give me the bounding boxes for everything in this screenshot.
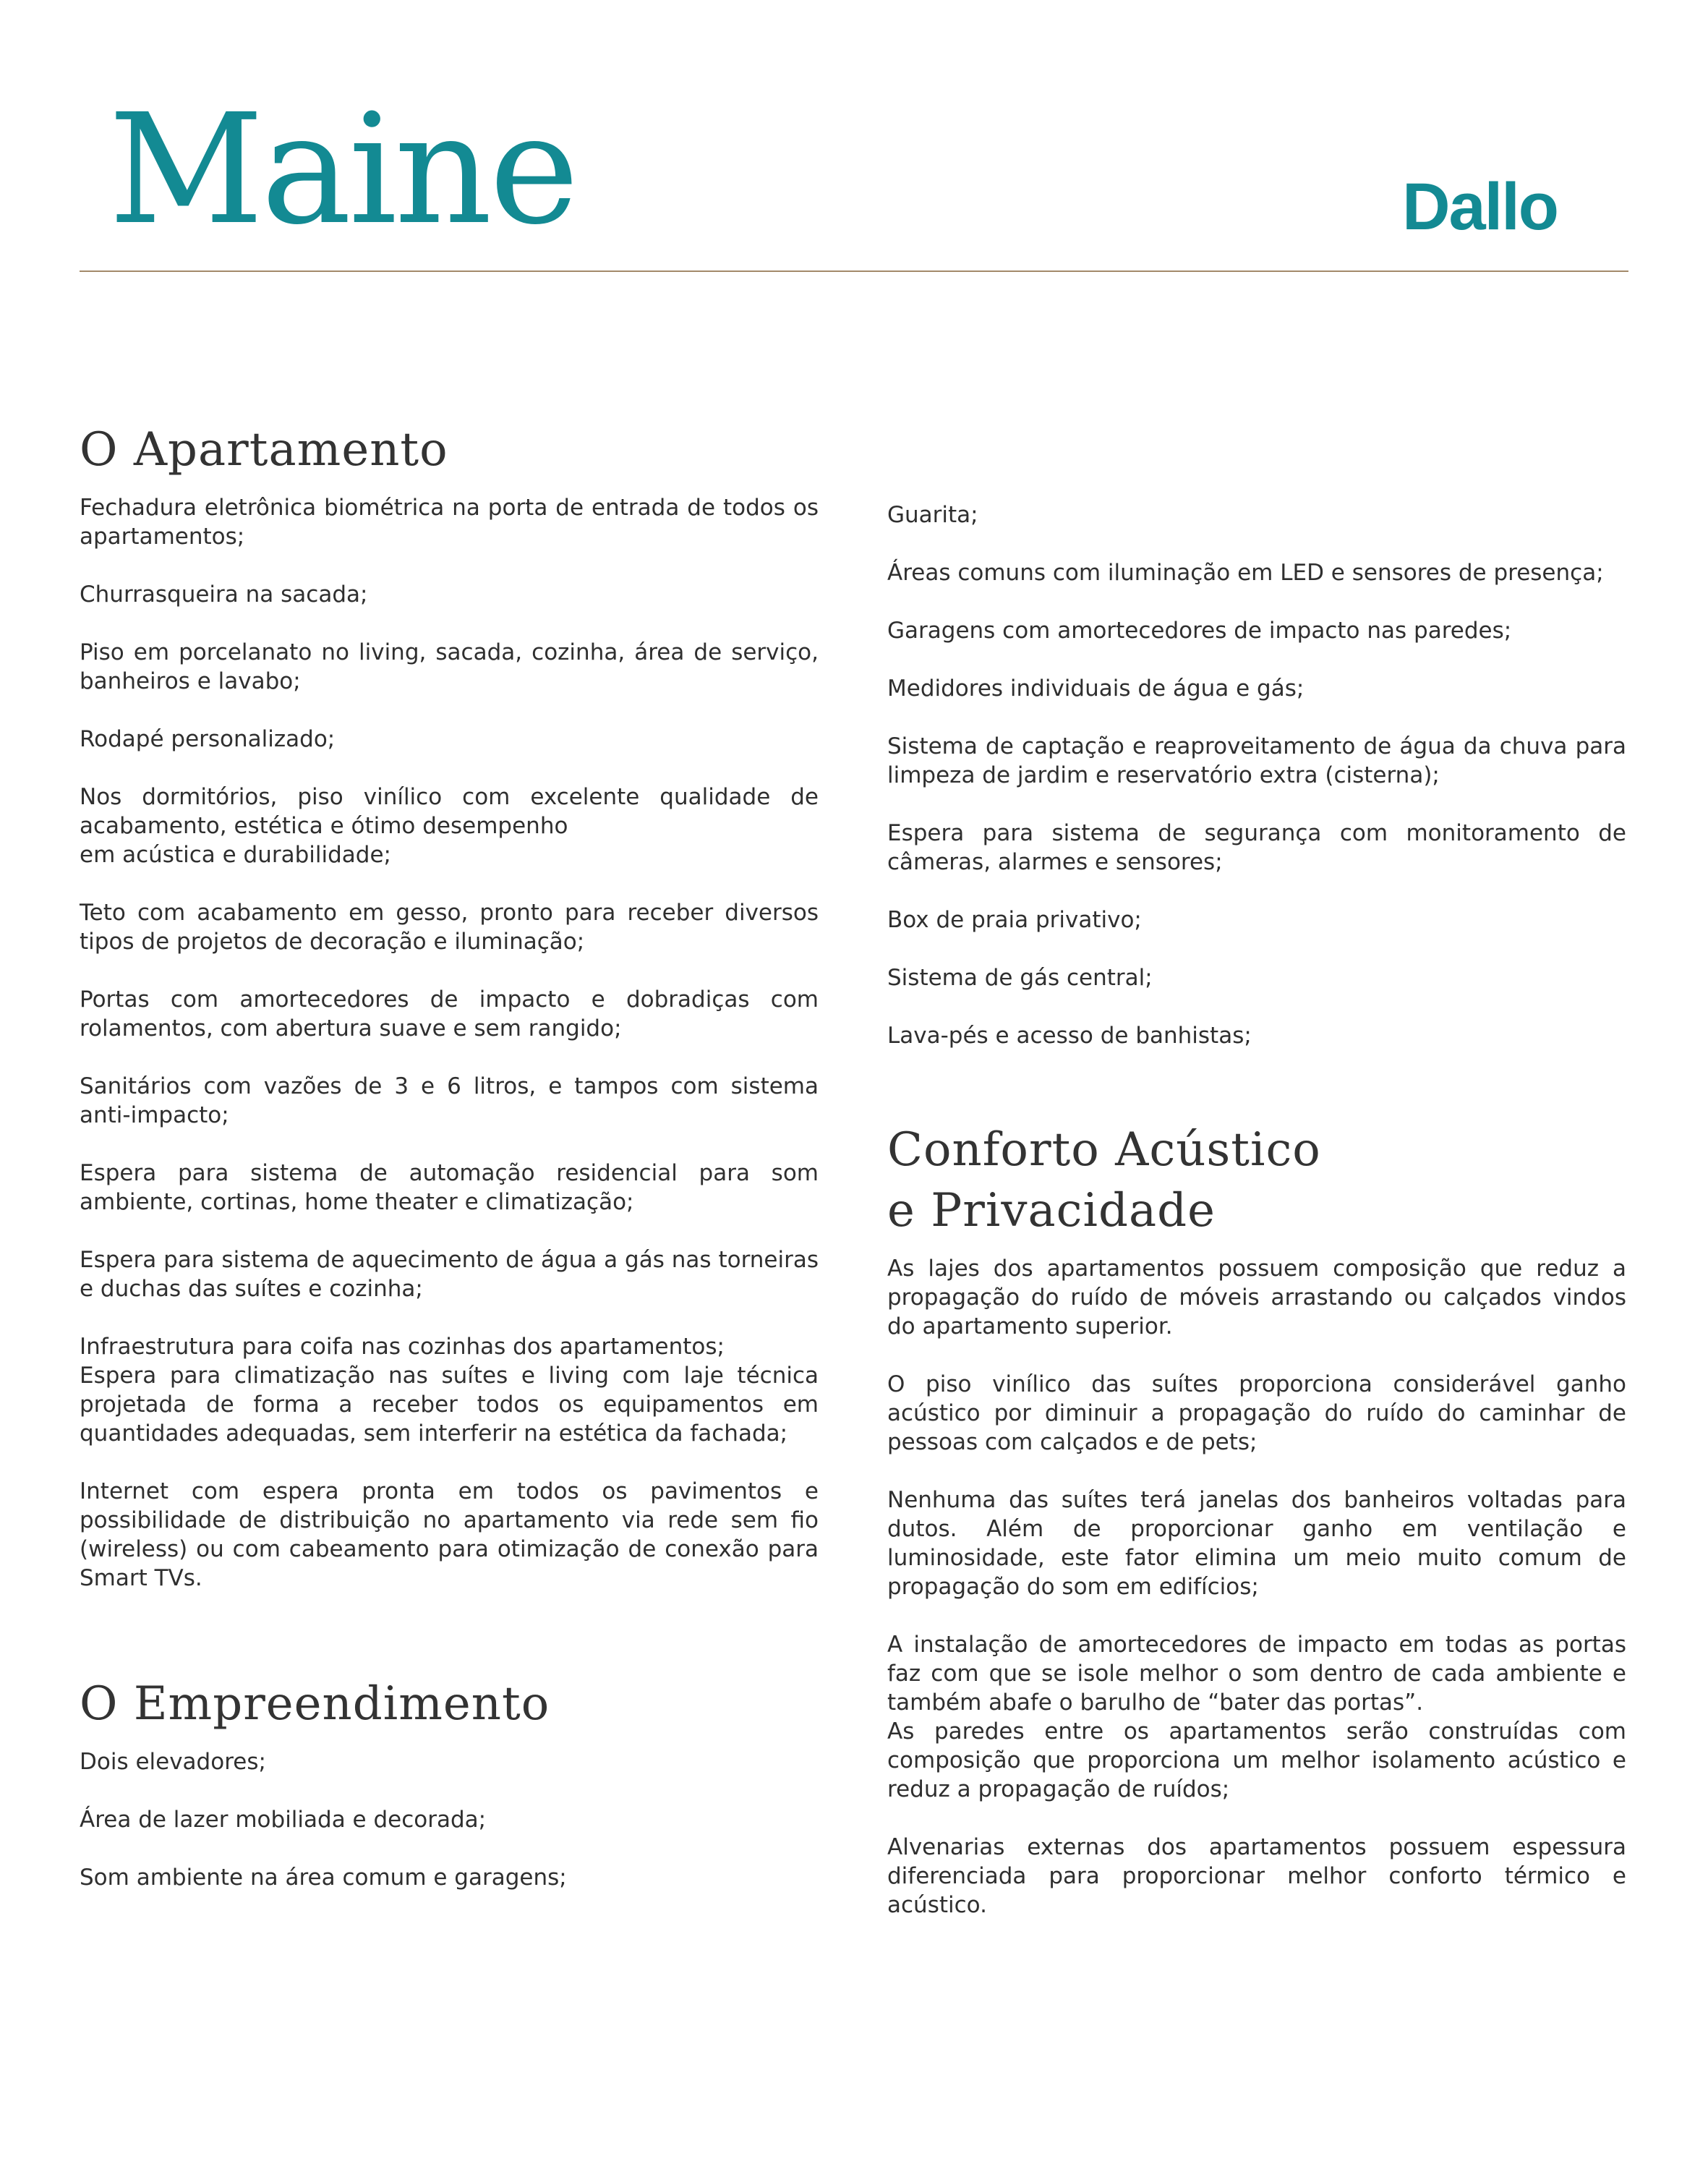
development-item: Sistema de captação e reaproveitamento de água da chuva para limpeza de jardim e reservatório extra (cisterna);: [887, 733, 1626, 788]
apartment-item: Nos dormitórios, piso vinílico com excelente qualidade de acabamento, estética e ótimo desempenho: [80, 784, 819, 839]
acoustic-item: Alvenarias externas dos apartamentos possuem espessura diferenciada para proporcionar melhor conforto térmico e acústico.: [887, 1834, 1626, 1918]
apartment-item: Churrasqueira na sacada;: [80, 582, 368, 608]
development-item: Medidores individuais de água e gás;: [887, 676, 1305, 702]
development-item: Box de praia privativo;: [887, 907, 1142, 933]
right-column: [887, 500, 1626, 1948]
development-item: Garagens com amortecedores de impacto nas paredes;: [887, 618, 1512, 644]
acoustic-heading-line1: Conforto Acústico: [887, 1123, 1321, 1177]
apartment-item: Espera para climatização nas suítes e living com laje técnica projetada de forma a receber todos os equipamentos em quantidades adequadas, sem interferir na estética da fachada;: [80, 1363, 819, 1447]
acoustic-heading-line2: e Privacidade: [887, 1184, 1216, 1238]
acoustic-item: O piso vinílico das suítes proporciona considerável ganho acústico por diminuir a propagação do ruído do caminhar de pessoas com calçados e de pets;: [887, 1371, 1626, 1455]
section-spacer: [887, 1079, 1626, 1120]
development-item: Som ambiente na área comum e garagens;: [80, 1865, 567, 1891]
development-item: Dois elevadores;: [80, 1749, 266, 1775]
section-spacer: [80, 1622, 819, 1674]
apartment-item: Sanitários com vazões de 3 e 6 litros, e tampos com sistema anti-impacto;: [80, 1073, 819, 1128]
development-item: Espera para sistema de segurança com monitoramento de câmeras, alarmes e sensores;: [887, 820, 1626, 875]
apartment-item: Espera para sistema de automação residencial para som ambiente, cortinas, home theater e climatização;: [80, 1160, 819, 1215]
development-heading: O Empreendimento: [80, 1677, 550, 1731]
apartment-item-group: [80, 1332, 819, 1448]
dallo-logo: Dallo: [1402, 170, 1558, 244]
apartment-item: Piso em porcelanato no living, sacada, cozinha, área de serviço, banheiros e lavabo;: [80, 639, 819, 694]
acoustic-item-group: [887, 1630, 1626, 1804]
left-column: [80, 419, 819, 1921]
apartment-item-continuation: em acústica e durabilidade;: [80, 842, 392, 868]
apartment-item: Rodapé personalizado;: [80, 726, 336, 752]
apartment-heading: O Apartamento: [80, 423, 448, 477]
development-item: Áreas comuns com iluminação em LED e sensores de presença;: [887, 560, 1604, 586]
development-item: Área de lazer mobiliada e decorada;: [80, 1807, 487, 1833]
apartment-item: Internet com espera pronta em todos os pavimentos e possibilidade de distribuição no apartamento via rede sem fio (wireless) ou com cabeamento para otimização de conexão para Smart TVs.: [80, 1478, 819, 1591]
development-item: Sistema de gás central;: [887, 965, 1153, 991]
acoustic-heading: [887, 1120, 1626, 1241]
acoustic-item: A instalação de amortecedores de impacto em todas as portas faz com que se isole melhor o som dentro de cada ambiente e também abafe o barulho de “bater das portas”.: [887, 1632, 1626, 1716]
header-divider: [80, 270, 1628, 272]
project-title: Maine: [108, 81, 576, 258]
apartment-item: Infraestrutura para coifa nas cozinhas dos apartamentos;: [80, 1334, 725, 1360]
apartment-item-group: [80, 783, 819, 869]
acoustic-item: Nenhuma das suítes terá janelas dos banheiros voltadas para dutos. Além de proporcionar ganho em ventilação e luminosidade, este fator elimina um meio muito comum de propagação do som em edifícios;: [887, 1487, 1626, 1600]
apartment-item: Fechadura eletrônica biométrica na porta de entrada de todos os apartamentos;: [80, 495, 819, 550]
development-item: Guarita;: [887, 502, 978, 528]
apartment-item: Espera para sistema de aquecimento de água a gás nas torneiras e duchas das suítes e cozinha;: [80, 1247, 819, 1302]
development-item: Lava-pés e acesso de banhistas;: [887, 1023, 1252, 1049]
acoustic-item: As lajes dos apartamentos possuem composição que reduz a propagação do ruído de móveis arrastando ou calçados vindos do apartamento superior.: [887, 1256, 1626, 1339]
acoustic-item: As paredes entre os apartamentos serão construídas com composição que proporciona um melhor isolamento acústico e reduz a propagação de ruídos;: [887, 1718, 1626, 1802]
apartment-item: Teto com acabamento em gesso, pronto para receber diversos tipos de projetos de decoração e iluminação;: [80, 900, 819, 955]
apartment-item: Portas com amortecedores de impacto e dobradiças com rolamentos, com abertura suave e sem rangido;: [80, 987, 819, 1041]
